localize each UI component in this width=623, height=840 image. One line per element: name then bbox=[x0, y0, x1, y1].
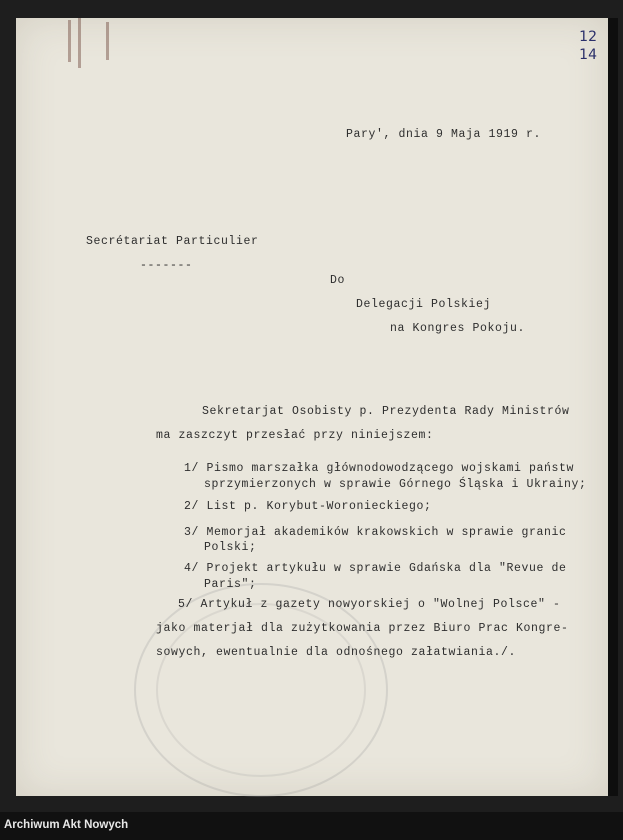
item-2: 2/ List p. Korybut-Woronieckiego; bbox=[184, 500, 432, 513]
punch-mark bbox=[106, 22, 109, 60]
addressee-line-2: na Kongres Pokoju. bbox=[390, 322, 526, 335]
addressee-do: Do bbox=[330, 274, 346, 287]
item-1-line-1: 1/ Pismo marszałka głównodowodzącego wojskami państw bbox=[184, 462, 575, 475]
letter-date: Pary', dnia 9 Maja 1919 r. bbox=[346, 128, 542, 141]
item-5-line-2: jako materjał dla zużytkowania przez Biuro Prac Kongre- bbox=[156, 622, 569, 635]
addressee-line-1: Delegacji Polskiej bbox=[356, 298, 492, 311]
item-4-line-2: Paris"; bbox=[204, 578, 257, 591]
footer-bar bbox=[0, 812, 623, 840]
intro-line-1: Sekretarjat Osobisty p. Prezydenta Rady Ministrów bbox=[202, 405, 570, 418]
sender-heading: Secrétariat Particulier bbox=[86, 235, 259, 248]
punch-mark bbox=[78, 18, 81, 68]
sender-underline: ------- bbox=[140, 259, 193, 272]
item-4-line-1: 4/ Projekt artykułu w sprawie Gdańska dla "Revue de bbox=[184, 562, 567, 575]
intro-line-2: ma zaszczyt przesłać przy niniejszem: bbox=[156, 429, 434, 442]
archive-number-top: 12 bbox=[579, 29, 597, 45]
item-3-line-1: 3/ Memorjał akademików krakowskich w sprawie granic bbox=[184, 526, 567, 539]
archive-footer-label: Archiwum Akt Nowych bbox=[4, 819, 129, 831]
binding-edge bbox=[608, 18, 618, 796]
item-5-line-3: sowych, ewentualnie dla odnośnego załatwiania./. bbox=[156, 646, 517, 659]
item-3-line-2: Polski; bbox=[204, 541, 257, 554]
archive-number-bottom: 14 bbox=[579, 47, 597, 63]
archive-page-number bbox=[579, 28, 597, 64]
item-1-line-2: sprzymierzonych w sprawie Górnego Śląska i Ukrainy; bbox=[204, 478, 587, 491]
item-5-line-1: 5/ Artykuł z gazety nowyorskiej o "Wolnej Polsce" - bbox=[178, 598, 561, 611]
punch-mark bbox=[68, 20, 71, 62]
